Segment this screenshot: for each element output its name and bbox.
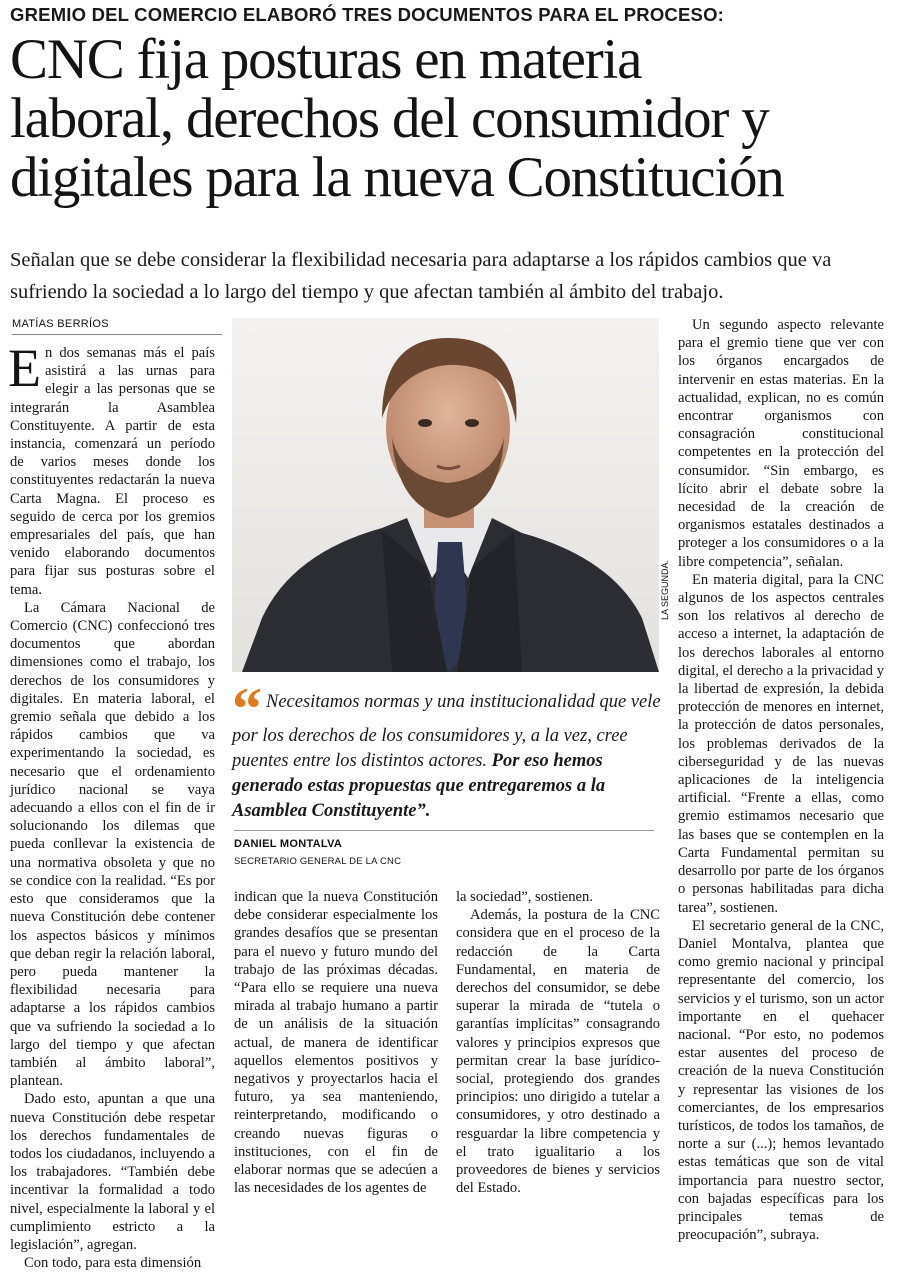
deck-line: Señalan que se debe considerar la flexibilidad necesaria para adaptarse a los rápidos cambios que va	[10, 249, 832, 271]
paragraph: Dado esto, apuntan a que una nueva Constitución debe respetar los derechos fundamentales de todos los ciudadanos, incluyendo a los trabajadores. “También debe incentivar la formalidad a todo nivel, especialmente la laboral y el cumplimiento estricto a la legislación”, agregan.	[10, 1091, 215, 1253]
quote-author-role: SECRETARIO GENERAL DE LA CNC	[234, 856, 402, 867]
paragraph: n dos semanas más el país asistirá a las urnas para elegir a las personas que se integrarán la Asamblea Constituyente. A partir de esta instancia, comenzará un período de varios meses donde los constituyentes redactarán la nueva Carta Magna. El proceso es seguido de cerca por los gremios empresariales del país, que han venido elaborando documentos para fijar sus posturas sobre el tema.	[10, 345, 215, 598]
paragraph: La Cámara Nacional de Comercio (CNC) confeccionó tres documentos que abordan dimensiones como el trabajo, los derechos de los consumidores y digitales. En materia laboral, el gremio señala que debido a los rápidos cambios que va experimentando la sociedad, es necesario que el ordenamiento jurídico nacional se vaya adecuando a ellos con el fin de ir solucionando los dilemas que pueda conllevar la existencia de una normativa obsoleta y que no se condice con la realidad. “Es por esto que consideramos que la nueva Constitución debe contener los aspectos básicos y mínimos que deban regir la relación laboral, pero pueda mantener la flexibilidad necesaria para adaptarse a los rápidos cambios que va sufriendo la sociedad a lo largo del tiempo y que afectan también al ámbito laboral”, plantean.	[10, 599, 215, 1090]
column-4	[678, 316, 884, 1244]
headline-line: laboral, derechos del consumidor y	[10, 87, 769, 150]
paragraph: El secretario general de la CNC, Daniel Montalva, plantea que como gremio nacional y principal representante del comercio, los servicios y el turismo, son un actor importante en el quehacer nacional. “Por esto, no podemos estar ausentes del proceso de creación de la nueva Constitución y representar las visiones de los comerciantes, de los empresarios turísticos, de todos los tamaños, de norte a sur (...); hemos levantado estas temáticas que son de vital importancia para nuestro sector, con bajadas específicas para los principales temas de preocupación”, subraya.	[678, 917, 884, 1244]
headline-line: digitales para la nueva Constitución	[10, 146, 784, 209]
byline: MATÍAS BERRÍOS	[12, 318, 222, 335]
column-1	[8, 338, 215, 1272]
paragraph: Además, la postura de la CNC considera que en el proceso de la redacción de la Carta Fundamental, en materia de derechos del consumidor, se debe superar la mirada de “tutela o garantías implícitas” consagrando valores y principios expresos que permitan crear la base jurídico-social, protegiendo dos grandes principios: uno dirigido a tutelar a consumidores, y otro destinado a resguardar la libre competencia y el trato igualitario a los proveedores de bienes y servicios del Estado.	[456, 907, 660, 1197]
quote-author: DANIEL MONTALVA	[234, 838, 343, 850]
portrait-photo	[232, 318, 659, 672]
portrait-illustration	[232, 318, 659, 672]
photo-credit: LA SEGUNDA.	[660, 559, 670, 620]
paragraph: Con todo, para esta dimensión	[24, 1255, 202, 1272]
paragraph: indican que la nueva Constitución debe considerar especialmente los grandes desafíos que se presentan para el nuevo y futuro mundo del trabajo de las próximas décadas. “Para ello se requiere una nueva mirada al trabajo humano a partir de un análisis de la situación actual, de manera de identificar aquellos elementos positivos y negativos y proyectarlos hacia el futuro, ya sea manteniendo, reinterpretando, modificando o creando nuevas figuras o instituciones, con el fin de elaborar normas que se adecúen a las necesidades de los agentes de	[234, 889, 438, 1197]
quote-text-bold: Por eso hemos generado estas propuestas que entregaremos a la Asamblea Constituyente”.	[232, 751, 606, 821]
headline	[10, 30, 895, 207]
paragraph: Un segundo aspecto relevante para el gremio tiene que ver con los órganos encargados de intervenir en estas materias. En la actualidad, explican, no es común encontrar organismos con consagración constitucional competentes en la protección del consumidor. “Sin embargo, es lícito abrir el debate sobre la necesidad de la creación de organismos estatales destinados a proteger a los consumidores o a la libre competencia”, señalan.	[678, 317, 884, 570]
column-2	[234, 888, 438, 1197]
headline-line: CNC fija posturas en materia	[10, 28, 642, 91]
pull-quote	[232, 676, 662, 824]
deck	[10, 244, 892, 308]
quote-mark-icon: “	[232, 676, 262, 742]
deck-line: sufriendo la sociedad a lo largo del tiempo y que afectan también al ámbito del trabajo.	[10, 281, 724, 303]
paragraph: la sociedad”, sostienen.	[456, 889, 593, 905]
drop-cap: E	[8, 338, 41, 398]
quote-text: Necesitamos normas y una institucionalidad que vele por los derechos de los consumidores y, a la vez, cree puentes entre los distintos actores.	[232, 692, 661, 771]
paragraph: En materia digital, para la CNC algunos de los aspectos centrales son los relativos al derecho de acceso a internet, la adaptación de los derechos laborales al entorno digital, el derecho a la privacidad y la libertad de expresión, la debida protección de menores en internet, la protección de datos personales, los problemas derivados de la ciberseguridad y de las nuevas aplicaciones de la inteligencia artificial. “Frente a ellas, como gremio estimamos necesario que las bases que se contemplen en la Carta Fundamental permitan su desarrollo por parte de los órganos o personas habilitadas para dicha tarea”, sostienen.	[678, 571, 884, 916]
column-3	[456, 888, 660, 1197]
quote-divider	[234, 830, 654, 831]
kicker: GREMIO DEL COMERCIO ELABORÓ TRES DOCUMENTOS PARA EL PROCESO:	[10, 4, 725, 25]
